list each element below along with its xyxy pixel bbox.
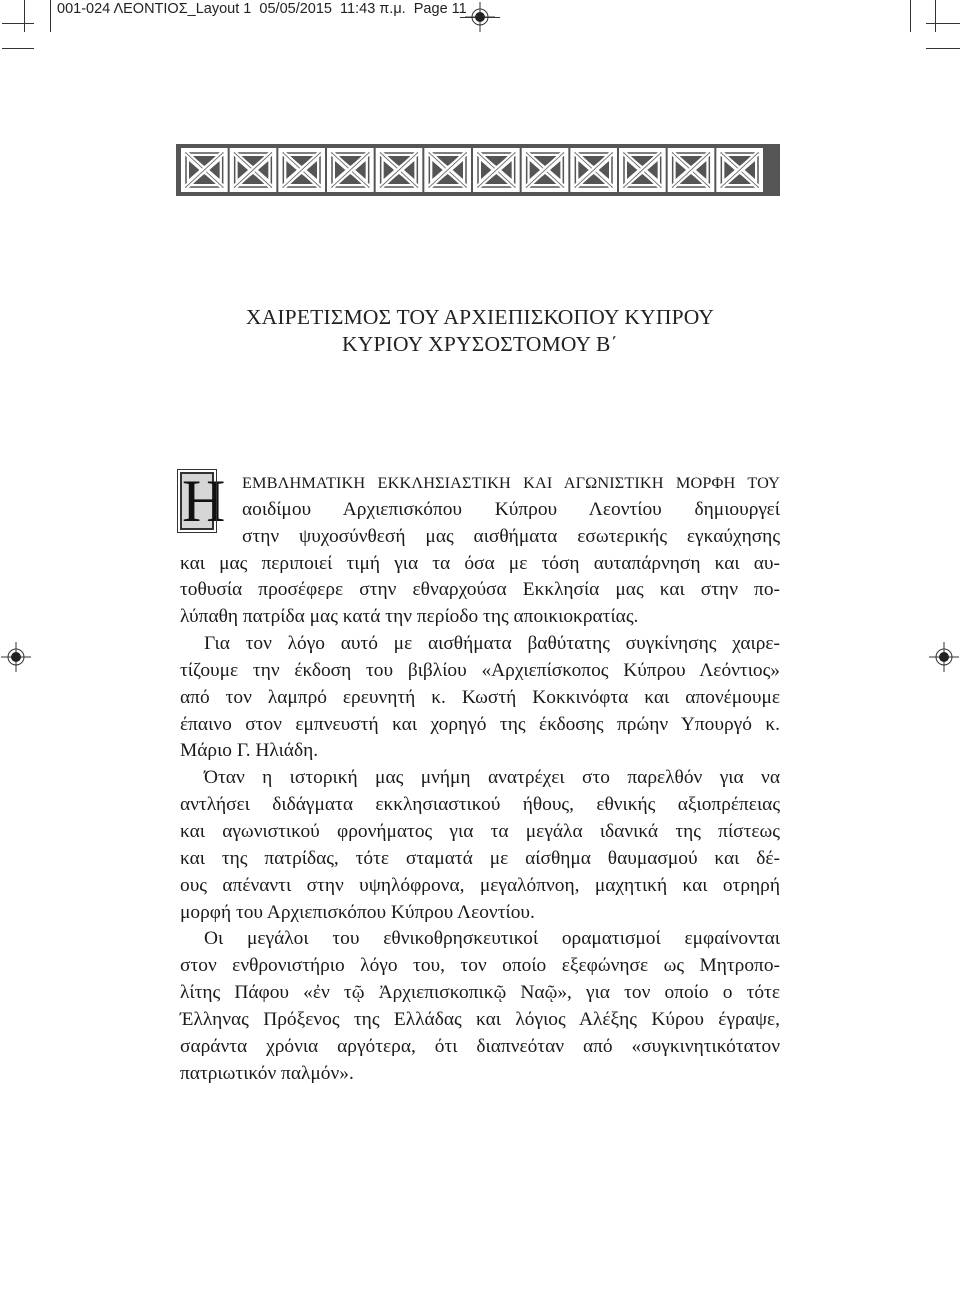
text-line: και μας περιποιεί τιμή για τα όσα με τόση αυταπάρνηση και αυ- (180, 552, 780, 574)
crop-mark (926, 48, 960, 49)
crop-mark (50, 0, 51, 32)
drop-cap: Η (182, 468, 226, 534)
ornament-tile (376, 148, 423, 192)
text-line: και της πατρίδας, τότε σταματά με αίσθημα θαυμασμού και δέ- (180, 847, 780, 869)
crop-mark (24, 0, 25, 32)
text-line: λίτης Πάφου «ἐν τῷ Ἀρχιεπισκοπικῷ Ναῷ», για τον οποίο ο τότε (180, 982, 780, 1004)
registration-mark-icon (929, 642, 959, 672)
text-line: Μάριο Γ. Ηλιάδη. (180, 740, 319, 762)
print-slug: 001-024 ΛΕΟΝΤΙΟΣ_Layout 1 05/05/2015 11:43 π.μ. Page 11 (57, 1, 467, 17)
ornament-tile (570, 148, 617, 192)
text-line: πατριωτικόν παλμόν». (180, 1062, 354, 1084)
text-line: ΕΜΒΛΗΜΑΤΙΚΗ ΕΚΚΛΗΣΙΑΣΤΙΚΗ ΚΑΙ ΑΓΩΝΙΣΤΙΚΗ ΜΟΡΦΗ ΤΟΥ (242, 473, 780, 492)
text-line: τίζουμε την έκδοση του βιβλίου «Αρχιεπίσκοπος Κύπρου Λεόντιος» (180, 659, 780, 681)
page-title (180, 304, 780, 358)
crop-mark (926, 23, 960, 24)
text-line: Για τον λόγο αυτό με αισθήματα βαθύτατης συγκίνησης χαιρε- (204, 633, 780, 655)
text-line: αοιδίμου Αρχιεπισκόπου Κύπρου Λεοντίου δημιουργεί (242, 498, 780, 520)
ornament-tile (668, 148, 715, 192)
ornament-tile (278, 148, 325, 192)
text-line: Οι μεγάλοι του εθνικοθρησκευτικοί οραματισμοί εμφαίνονται (204, 928, 780, 950)
registration-mark-icon (465, 2, 495, 32)
title-line-1: ΧΑΙΡΕΤΙΣΜΟΣ ΤΟΥ ΑΡΧΙΕΠΙΣΚΟΠΟΥ ΚΥΠΡΟΥ (245, 305, 715, 329)
text-line: ους απέναντι στην υψηλόφρονα, μεγαλόπνοη, μαχητική και οτρηρή (180, 874, 780, 896)
text-line: στην ψυχοσύνθεσή μας αισθήματα εσωτερικής εγκαύχησης (242, 525, 780, 547)
text-line: Έλληνας Πρόξενος της Ελλάδας και λόγιος Αλέξης Κύρου έγραψε, (180, 1008, 780, 1030)
ornament-tile (181, 148, 228, 192)
text-line: και αγωνιστικού φρονήματος για τα μεγάλα ιδανικά της πίστεως (180, 820, 780, 842)
body-text (180, 470, 780, 1087)
decorative-ornament-band (176, 144, 780, 196)
title-line-2: ΚΥΡΙΟΥ ΧΡΥΣΟΣΤΟΜΟΥ Β΄ (342, 332, 618, 356)
crop-mark (935, 0, 936, 32)
text-line: λύπαθη πατρίδα μας κατά την περίοδο της αποικιοκρατίας. (180, 606, 639, 628)
text-line: από τον λαμπρό ερευνητή κ. Κωστή Κοκκινόφτα και απονέμουμε (180, 686, 780, 708)
ornament-tile (473, 148, 520, 192)
crop-mark (2, 48, 34, 49)
text-line: στον ενθρονιστήριο λόγο του, τον οποίο εξεφώνησε ως Μητροπο- (180, 955, 780, 977)
text-line: έπαινο στον εμπνευστή και χορηγό της έκδοσης πρώην Υπουργό κ. (180, 713, 780, 735)
crop-mark (2, 23, 34, 24)
text-line: μορφή του Αρχιεπισκόπου Κύπρου Λεοντίου. (180, 901, 535, 923)
ornament-tile (424, 148, 471, 192)
text-line: Όταν η ιστορική μας μνήμη ανατρέχει στο παρελθόν για να (204, 767, 780, 789)
crop-mark (910, 0, 911, 32)
ornament-tile (230, 148, 277, 192)
text-line: αντλήσει διδάγματα εκκλησιαστικού ήθους, εθνικής αξιοπρέπειας (180, 794, 780, 816)
ornament-tile (522, 148, 569, 192)
ornament-tile (327, 148, 374, 192)
text-line: σαράντα χρόνια αργότερα, ότι διαπνεόταν από «συγκινητικότατον (180, 1035, 780, 1057)
text-line: τοθυσία προσέφερε στην εθναρχούσα Εκκλησία μας και στην πο- (180, 579, 780, 601)
registration-mark-icon (1, 642, 31, 672)
ornament-tile (716, 148, 763, 192)
ornament-tile (619, 148, 666, 192)
